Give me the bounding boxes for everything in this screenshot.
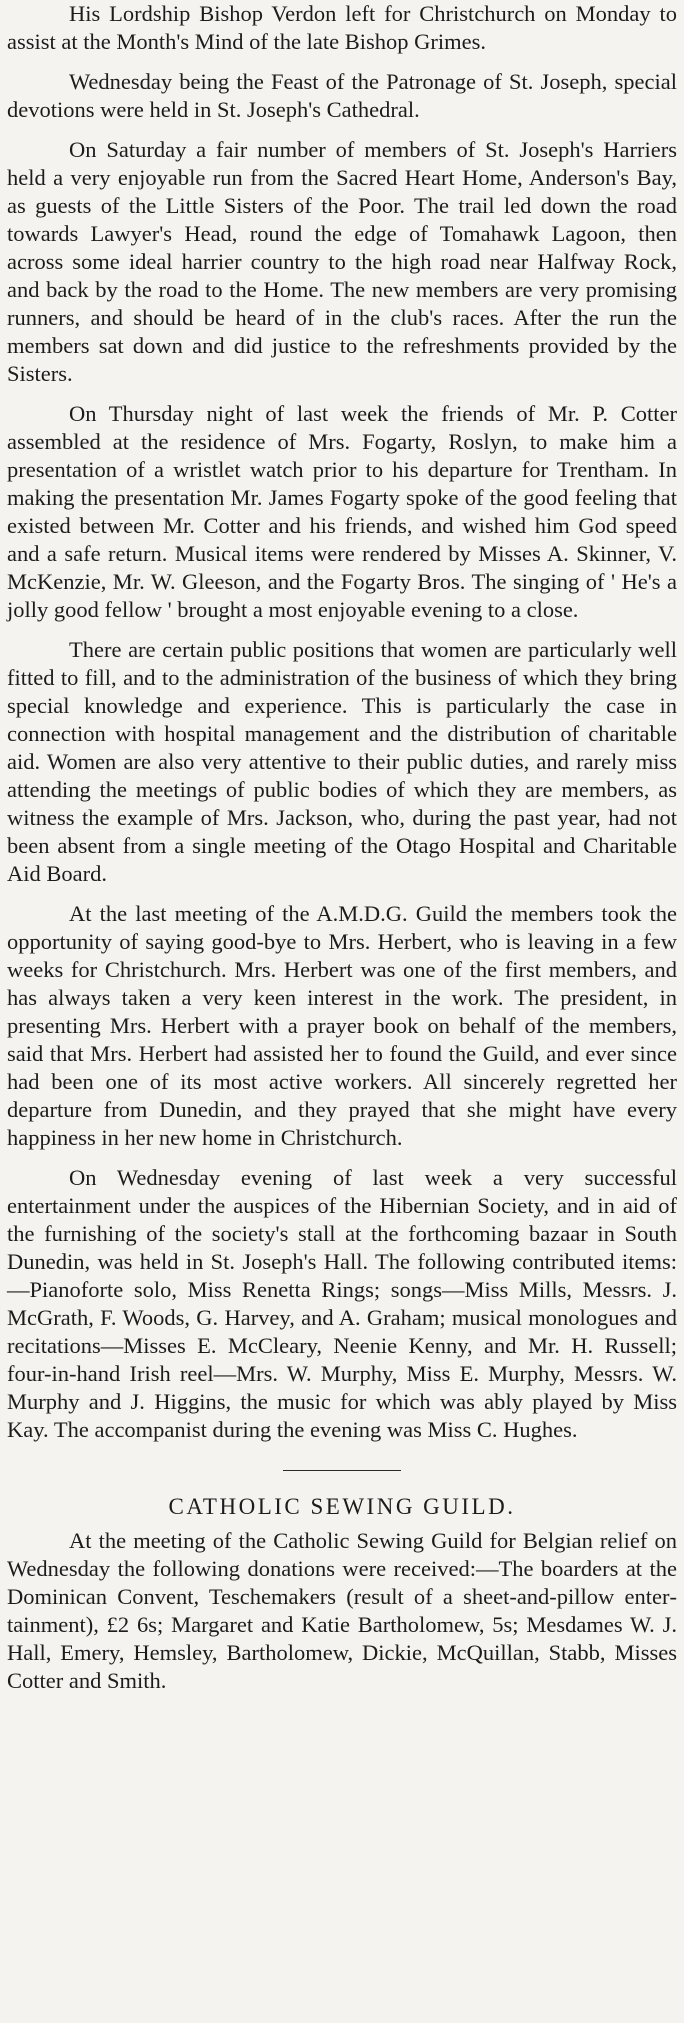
paragraph-women-public-positions: There are certain public positions that women are particularly well fitted to fill, and to the administration of the business of which they bring special knowledge and experience. This is particularly the case in connection with hospital management and the distribution of charitable aid. Women are also very attentive to their public duties, and rarely miss attending the meetings of public bodies of which they are members, as witness the example of Mrs. Jackson, who, during the past year, had not been absent from a single meeting of the Otago Hospital and Charitable Aid Board.	[7, 637, 677, 886]
paragraph-amdg-guild: At the last meeting of the A.M.D.G. Guild the members took the opportunity of saying good-bye to Mrs. Herbert, who is leaving in a few weeks for Christchurch. Mrs. Herbert was one of the first members, and has always taken a very keen interest in the work. The president, in presenting Mrs. Herbert with a prayer book on behalf of the members, said that Mrs. Herbert had assisted her to found the Guild, and ever since had been one of its most active workers. All sincerely regretted her departure from Dunedin, and they prayed that she might have every happiness in her new home in Christchurch.	[7, 901, 677, 1150]
paragraph-bishop-verdon: His Lordship Bishop Verdon left for Christchurch on Monday to assist at the Month's Mind of the late Bishop Grimes.	[7, 1, 677, 54]
section-heading: CATHOLIC SEWING GUILD.	[168, 1494, 516, 1519]
paragraph-harriers-run: On Saturday a fair number of members of St. Joseph's Harriers held a very enjoyable run from the Sacred Heart Home, Anderson's Bay, as guests of the Little Sisters of the Poor. The trail led down the road towards Lawyer's Head, round the edge of Tomahawk Lagoon, then across some ideal harrier country to the high road near Halfway Rock, and back by the road to the Home. The new members are very promising runners, and should be heard of in the club's races. After the run the members sat down and did justice to the refreshments provided by the Sisters.	[7, 137, 677, 386]
paragraph-sewing-guild: At the meeting of the Catholic Sewing Guild for Belgian relief on Wednesday the following donations were received:—The boarders at the Dominican Convent, Teschemakers (result of a sheet-and-pillow entertainment), £2 6s; Margaret and Katie Bartholomew, 5s; Mesdames W. J. Hall, Emery, Hemsley, Bartholomew, Dickie, McQuillan, Stabb, Misses Cotter and Smith.	[7, 1528, 677, 1693]
news-column	[7, 0, 677, 1695]
paragraph-feast-patronage: Wednesday being the Feast of the Patronage of St. Joseph, special devotions were held in St. Joseph's Cathedral.	[7, 69, 677, 122]
paragraph-hibernian-entertainment: On Wednesday evening of last week a very successful entertainment under the auspices of the Hibernian Society, and in aid of the furnishing of the society's stall at the forthcoming bazaar in South Dunedin, was held in St. Joseph's Hall. The following contributed items:—Pianoforte solo, Miss Renetta Rings; songs—Miss Mills, Messrs. J. McGrath, F. Woods, G. Harvey, and A. Graham; musical monologues and recitations—Misses E. McCleary, Neenie Kenny, and Mr. H. Russell; four-in-hand Irish reel—Mrs. W. Murphy, Miss E. Murphy, Messrs. W. Murphy and J. Higgins, the music for which was ably played by Miss Kay. The accompanist during the evening was Miss C. Hughes.	[7, 1165, 677, 1442]
section-divider	[283, 1470, 401, 1471]
paragraph-cotter-presentation: On Thursday night of last week the friends of Mr. P. Cotter assembled at the residence of Mrs. Fogarty, Roslyn, to make him a presentation of a wristlet watch prior to his departure for Trentham. In making the presentation Mr. James Fogarty spoke of the good feeling that existed between Mr. Cotter and his friends, and wished him God speed and a safe return. Musical items were rendered by Misses A. Skinner, V. McKenzie, Mr. W. Gleeson, and the Fogarty Bros. The singing of ' He's a jolly good fellow ' brought a most enjoyable evening to a close.	[7, 401, 677, 622]
